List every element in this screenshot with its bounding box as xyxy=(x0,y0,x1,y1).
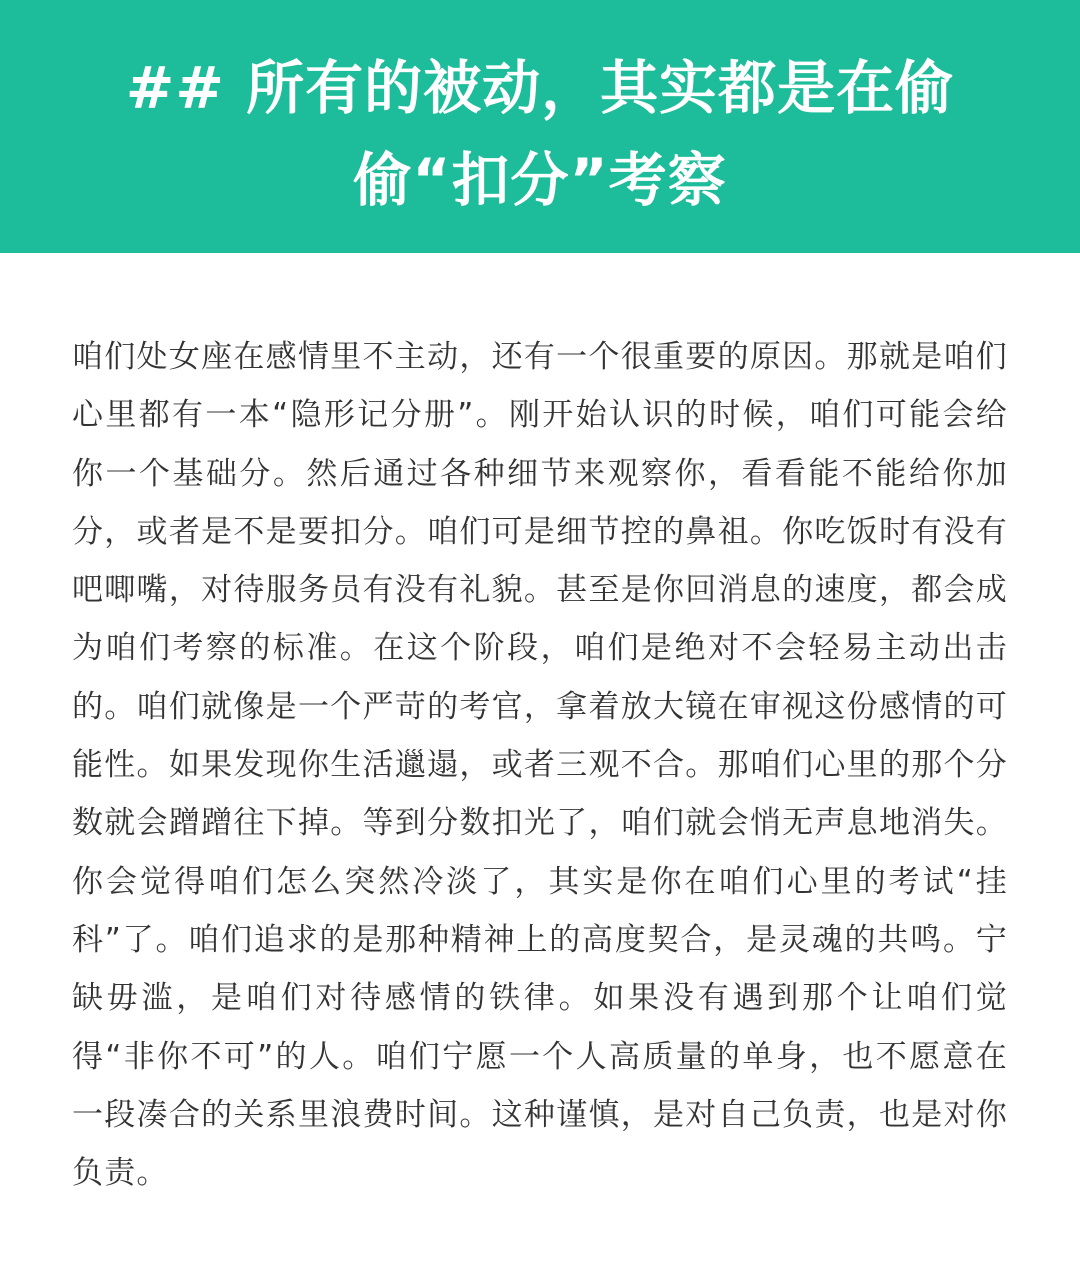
article-body: 咱们处女座在感情里不主动，还有一个很重要的原因。那就是咱们心里都有一本“隐形记分册”。刚开始认识的时候，咱们可能会给你一个基础分。然后通过各种细节来观察你，看看能不能给你加分，或者是不是要扣分。咱们可是细节控的鼻祖。你吃饭时有没有吧唧嘴，对待服务员有没有礼貌。甚至是你回消息的速度，都会成为咱们考察的标准。在这个阶段，咱们是绝对不会轻易主动出击的。咱们就像是一个严苛的考官，拿着放大镜在审视这份感情的可能性。如果发现你生活邋遢，或者三观不合。那咱们心里的那个分数就会蹭蹭往下掉。等到分数扣光了，咱们就会悄无声息地消失。你会觉得咱们怎么突然冷淡了，其实是你在咱们心里的考试“挂科”了。咱们追求的是那种精神上的高度契合，是灵魂的共鸣。宁缺毋滥，是咱们对待感情的铁律。如果没有遇到那个让咱们觉得“非你不可”的人。咱们宁愿一个人高质量的单身，也不愿意在一段凑合的关系里浪费时间。这种谨慎，是对自己负责，也是对你负责。 xyxy=(72,339,1008,1192)
article-title: ## 所有的被动，其实都是在偷偷“扣分”考察 xyxy=(125,54,955,214)
